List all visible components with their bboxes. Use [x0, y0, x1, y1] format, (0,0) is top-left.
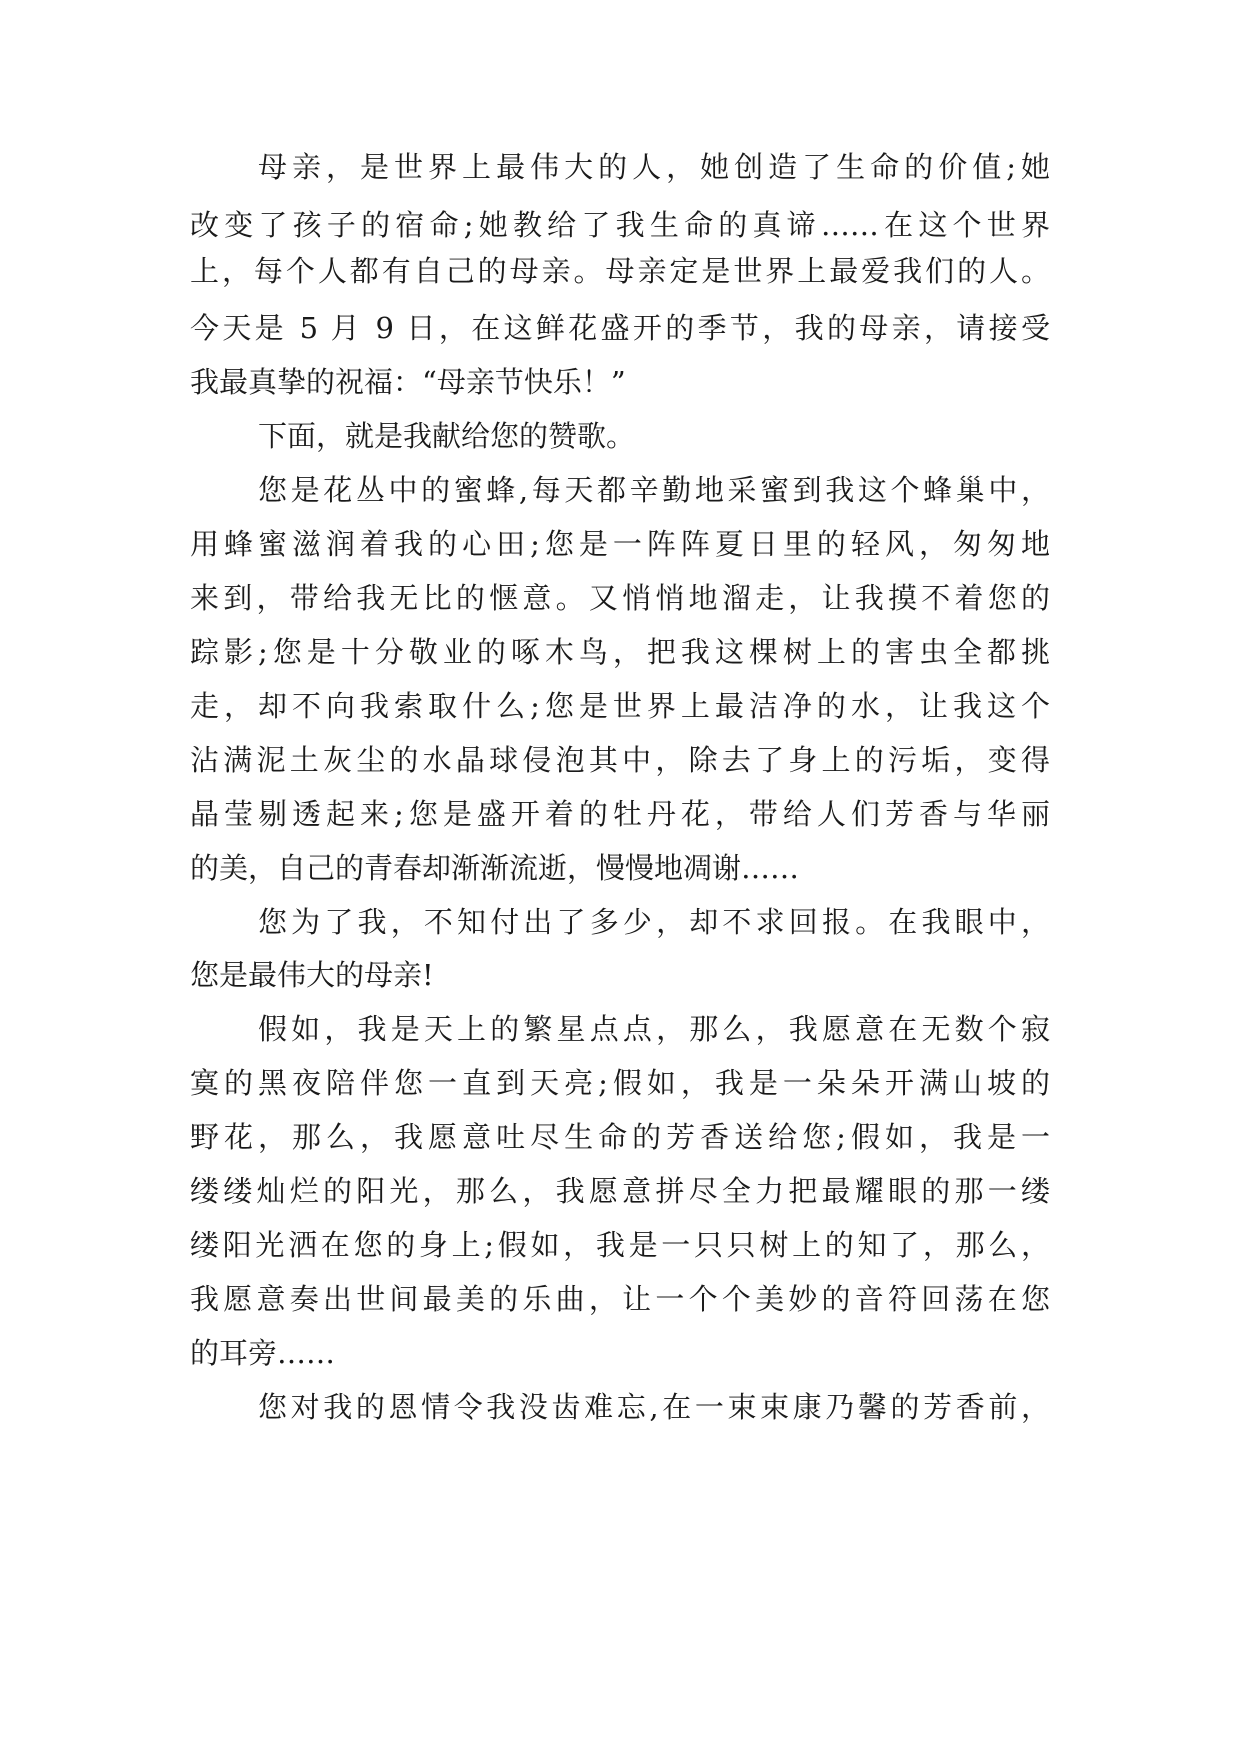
text-line: 下面，就是我献给您的赞歌。 — [258, 419, 636, 453]
text-line: 野花，那么，我愿意吐尽生命的芳香送给您;假如，我是一 — [190, 1120, 1050, 1154]
text-line: 您对我的恩情令我没齿难忘,在一束束康乃馨的芳香前， — [258, 1390, 1050, 1424]
text-line: 您为了我，不知付出了多少，却不求回报。在我眼中， — [258, 905, 1050, 939]
text-line: 的耳旁…… — [190, 1336, 336, 1370]
text-line: 假如，我是天上的繁星点点，那么，我愿意在无数个寂 — [258, 1012, 1050, 1046]
text-line: 上，每个人都有自己的母亲。母亲定是世界上最爱我们的人。 — [190, 254, 1050, 288]
text-line: 我愿意奏出世间最美的乐曲，让一个个美妙的音符回荡在您 — [190, 1282, 1050, 1316]
text-line: 母亲，是世界上最伟大的人，她创造了生命的价值;她 — [258, 150, 1050, 184]
text-line: 缕阳光洒在您的身上;假如，我是一只只树上的知了，那么， — [190, 1228, 1050, 1262]
text-line: 沾满泥土灰尘的水晶球侵泡其中，除去了身上的污垢，变得 — [190, 743, 1050, 777]
text-line: 您是最伟大的母亲! — [190, 958, 434, 992]
text-line: 来到，带给我无比的惬意。又悄悄地溜走，让我摸不着您的 — [190, 581, 1050, 615]
text-line: 今天是 5 月 9 日，在这鲜花盛开的季节，我的母亲，请接受 — [190, 311, 1050, 345]
text-line: 踪影;您是十分敬业的啄木鸟，把我这棵树上的害虫全都挑 — [190, 635, 1050, 669]
text-line: 用蜂蜜滋润着我的心田;您是一阵阵夏日里的轻风，匆匆地 — [190, 527, 1050, 561]
text-line: 寞的黑夜陪伴您一直到天亮;假如，我是一朵朵开满山坡的 — [190, 1066, 1050, 1100]
text-line: 改变了孩子的宿命;她教给了我生命的真谛……在这个世界 — [190, 208, 1050, 242]
text-line: 的美，自己的青春却渐渐流逝，慢慢地凋谢…… — [190, 851, 800, 885]
text-line: 缕缕灿烂的阳光，那么，我愿意拼尽全力把最耀眼的那一缕 — [190, 1174, 1050, 1208]
text-line: 走，却不向我索取什么;您是世界上最洁净的水，让我这个 — [190, 689, 1050, 723]
text-line: 晶莹剔透起来;您是盛开着的牡丹花，带给人们芳香与华丽 — [190, 797, 1050, 831]
text-line: 您是花丛中的蜜蜂,每天都辛勤地采蜜到我这个蜂巢中， — [258, 473, 1050, 507]
text-line: 我最真挚的祝福：“母亲节快乐！” — [190, 365, 626, 399]
